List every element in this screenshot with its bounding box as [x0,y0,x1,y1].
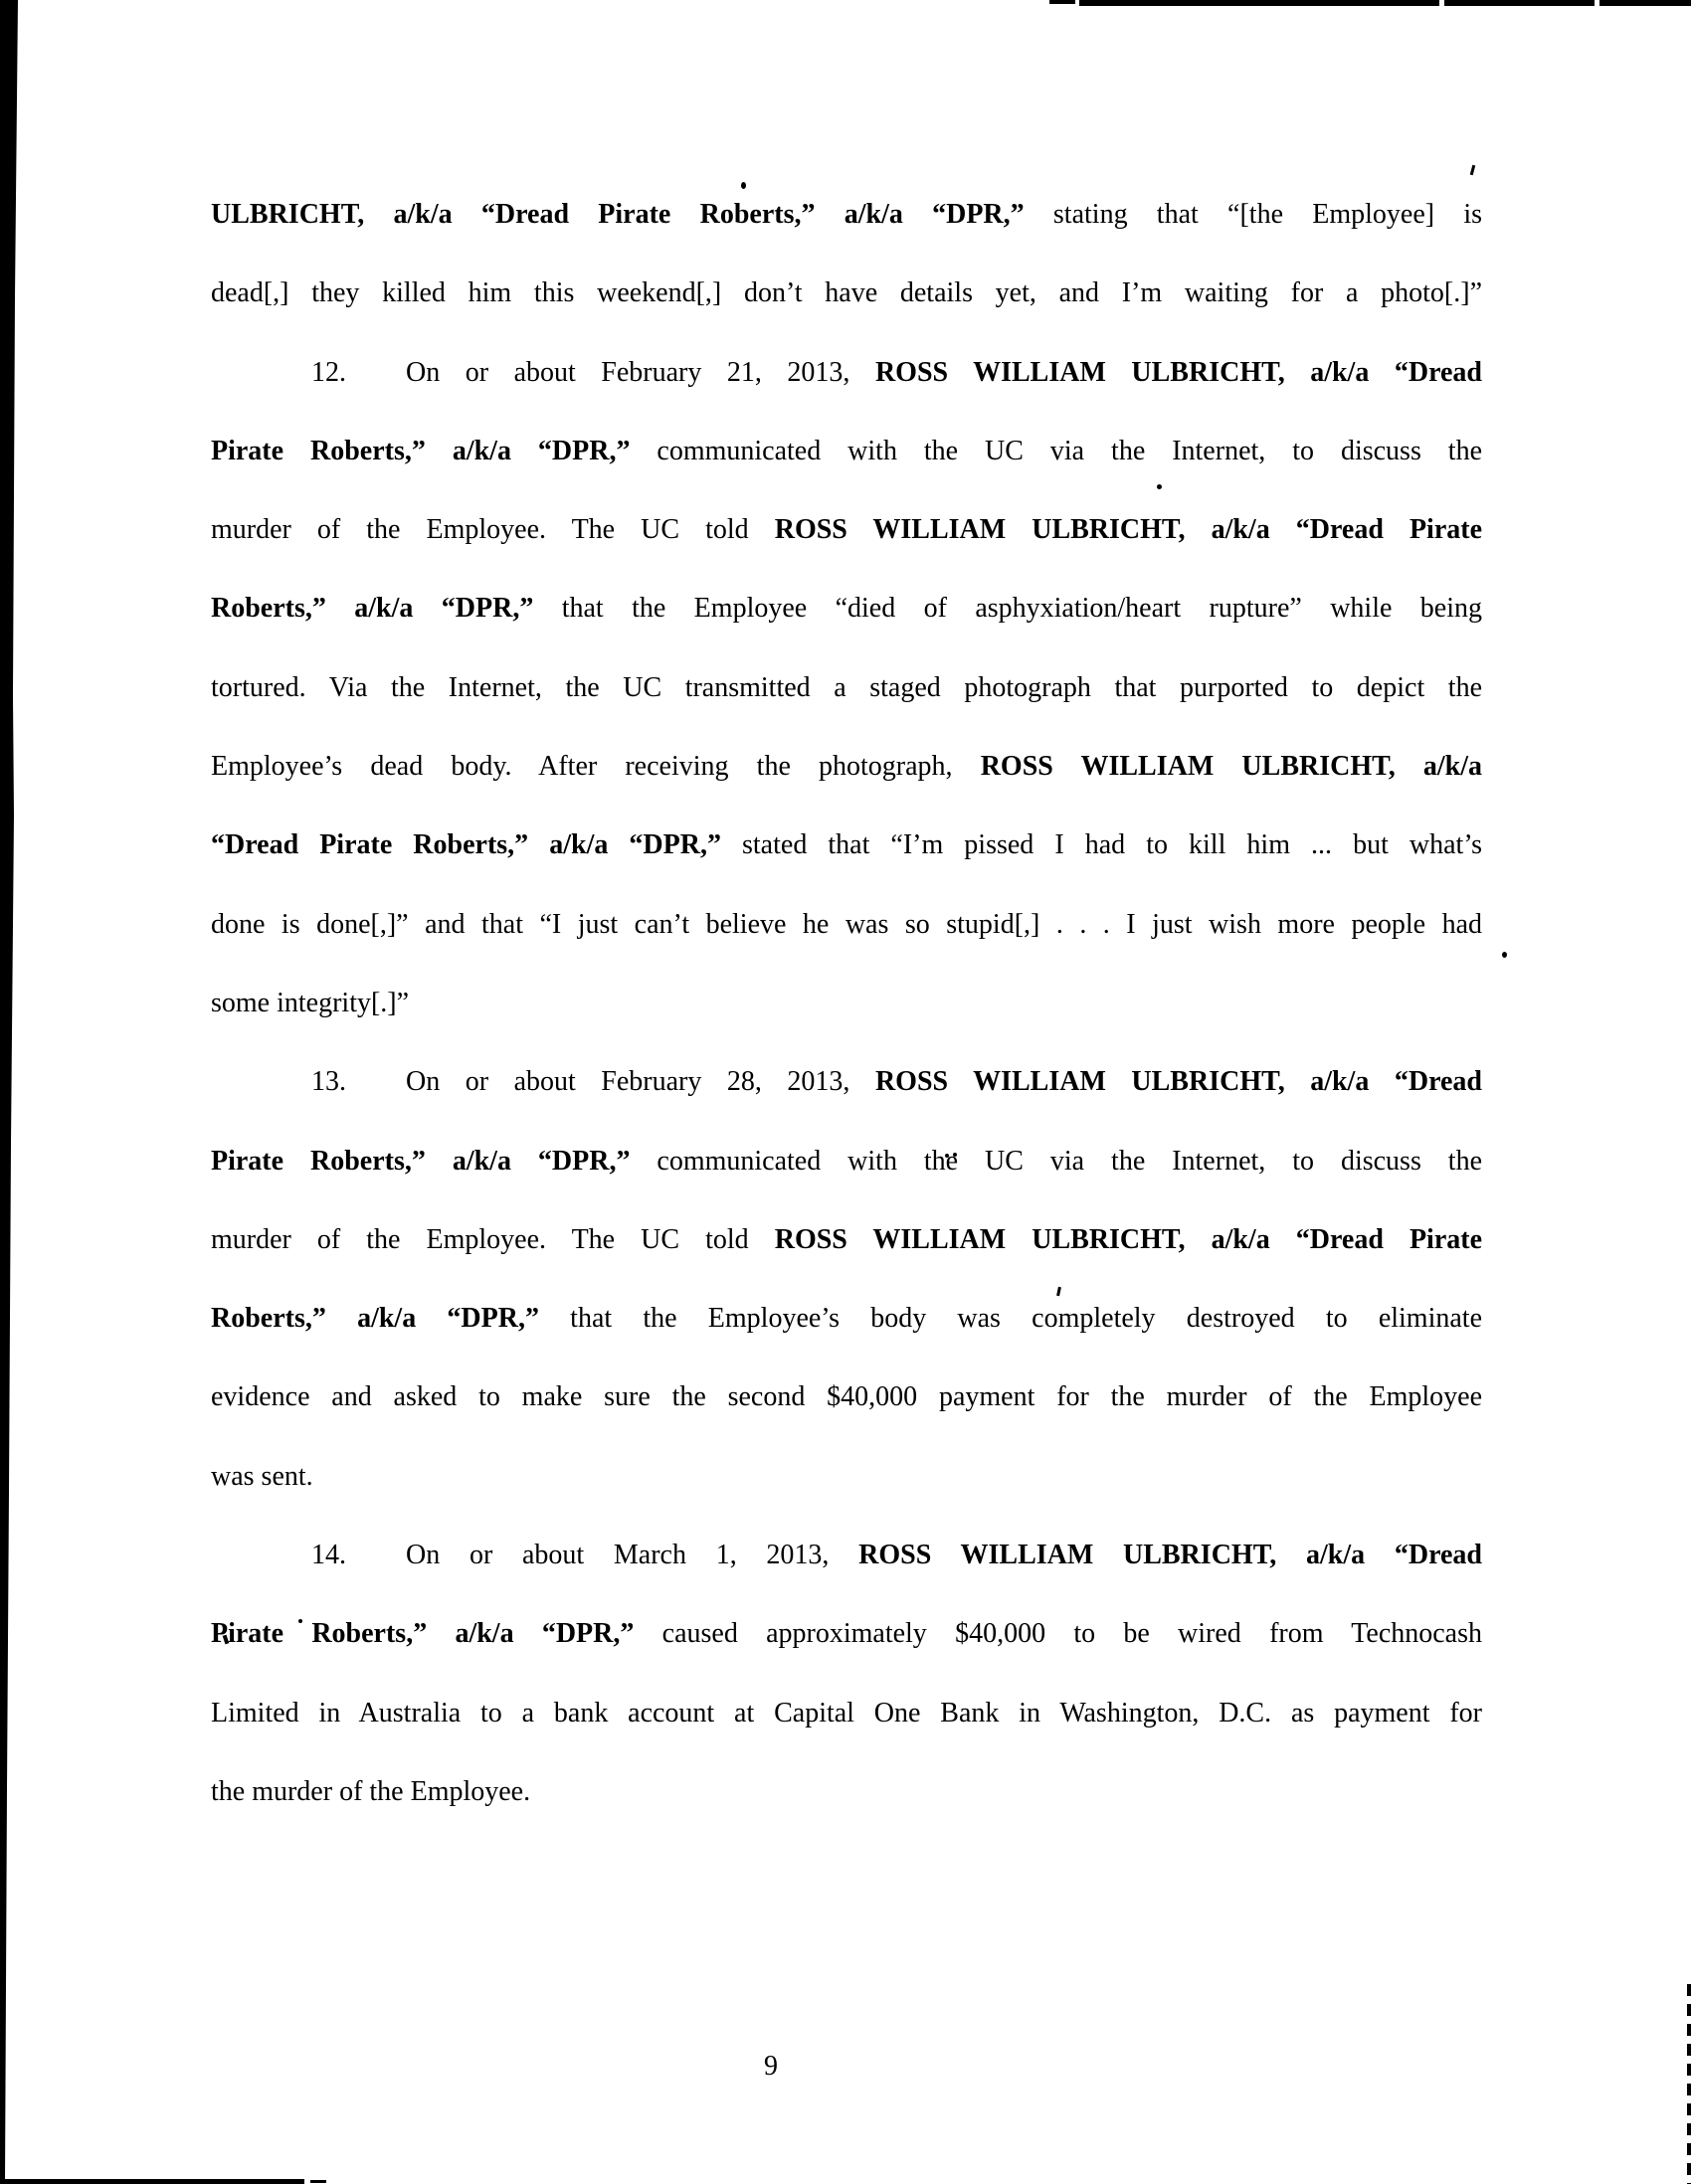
text-segment: On or about February 21, 2013, [406,356,875,388]
text-segment: was sent. [211,1460,313,1492]
document-line [211,1042,1482,1121]
document-line [211,885,1482,964]
text-segment: stated that “I’m pissed I had to kill him ... but what’s [720,829,1483,861]
document-line [211,1279,1482,1358]
text-segment: that the Employee’s body was completely destroyed to eliminate [538,1303,1482,1335]
text-segment: communicated with the UC via the Internet, to discuss the [630,435,1482,466]
text-segment: caused approximately $40,000 to be wired from Technocash [634,1618,1482,1650]
page-number: 9 [764,2051,778,2082]
document-line [211,254,1482,332]
bold-text-segment: Pirate Roberts,” a/k/a “DPR,” [211,435,631,466]
text-segment: On or about March 1, 2013, [406,1540,859,1571]
text-segment: tortured. Via the Internet, the UC transmitted a staged photograph that purported to depict the [211,671,1482,703]
document-line [211,569,1482,647]
text-segment: done is done[,]” and that “I just can’t believe he was so stupid[,] . . . I just wish more people had [211,908,1482,940]
bold-text-segment: “Dread Pirate Roberts,” a/k/a “DPR,” [211,829,721,861]
scan-dashed-line-right [1687,1984,1691,2184]
bold-text-segment: Roberts,” a/k/a “DPR,” [211,1303,539,1335]
text-segment: communicated with the UC via the Internet, to discuss the [630,1145,1482,1177]
document-line [211,490,1482,569]
paragraph-number: 14. [311,1540,346,1571]
scan-edge-line-bottom-left [0,2179,304,2184]
scan-edge-line-top-right [1079,0,1691,6]
text-segment: dead[,] they killed him this weekend[,] don’t have details yet, and I’m waiting for a photo[.]” [211,277,1482,309]
paragraph-number: 12. [311,356,346,388]
scan-edge-line-fragment [1049,0,1075,4]
text-segment: murder of the Employee. The UC told [211,514,775,546]
bold-text-segment: ROSS WILLIAM ULBRICHT, a/k/a [980,751,1482,783]
text-segment: the murder of the Employee. [211,1775,531,1807]
document-line [211,1200,1482,1279]
text-segment: Limited in Australia to a bank account at Capital One Bank in Washington, D.C. as payment for [211,1697,1482,1729]
document-lines [211,175,1482,1831]
scan-edge-bar-left [0,0,20,2184]
document-line [211,806,1482,884]
text-segment: stating that “[the Employee] is [1024,199,1483,230]
document-line [211,1516,1482,1594]
document-line [211,1752,1482,1831]
document-line [211,964,1482,1042]
bold-text-segment: Roberts,” a/k/a “DPR,” [211,593,534,625]
bold-text-segment: ROSS WILLIAM ULBRICHT, a/k/a “Dread [874,356,1482,388]
bold-text-segment: Pirate Roberts,” a/k/a “DPR,” [211,1618,635,1650]
text-segment: murder of the Employee. The UC told [211,1223,775,1255]
document-line [211,412,1482,490]
scan-speck [1470,165,1475,175]
text-segment: some integrity[.]” [211,987,410,1018]
bold-text-segment: ROSS WILLIAM ULBRICHT, a/k/a “Dread Pirate [774,1223,1483,1255]
bold-text-segment: ROSS WILLIAM ULBRICHT, a/k/a “Dread Pirate [774,514,1483,546]
document-line [211,1122,1482,1200]
bold-text-segment: ROSS WILLIAM ULBRICHT, a/k/a “Dread [858,1540,1483,1571]
paragraph-number: 13. [311,1066,346,1098]
document-line [211,727,1482,806]
scan-speck [1502,952,1507,958]
document-line [211,333,1482,412]
text-segment: On or about February 28, 2013, [406,1066,875,1098]
bold-text-segment: Pirate Roberts,” a/k/a “DPR,” [211,1145,631,1177]
document-line [211,1674,1482,1752]
document-line [211,175,1482,254]
bold-text-segment: ULBRICHT, a/k/a “Dread Pirate Roberts,” a/k/a “DPR,” [211,199,1025,230]
document-line [211,648,1482,727]
bold-text-segment: ROSS WILLIAM ULBRICHT, a/k/a “Dread [874,1066,1482,1098]
text-segment: that the Employee “died of asphyxiation/heart rupture” while being [533,593,1483,625]
text-segment: Employee’s dead body. After receiving the photograph, [211,751,981,783]
text-segment: evidence and asked to make sure the second $40,000 payment for the murder of the Employee [211,1381,1482,1413]
document-line [211,1437,1482,1516]
document-line [211,1358,1482,1436]
scan-edge-line-fragment-bottom [310,2180,326,2183]
document-line [211,1594,1482,1673]
